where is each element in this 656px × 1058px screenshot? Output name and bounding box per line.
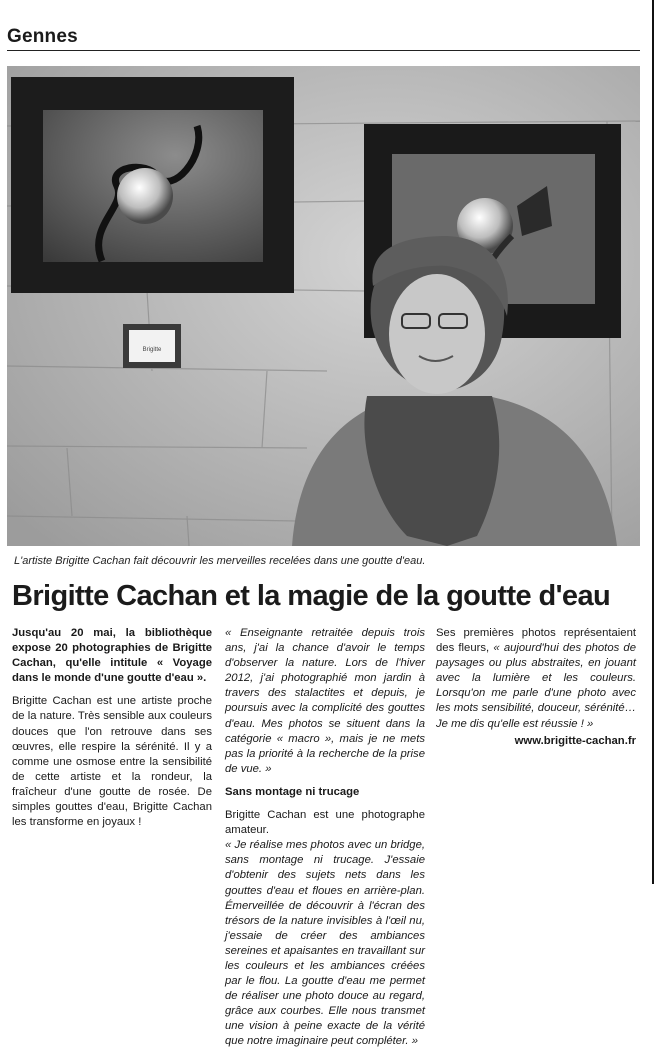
article-column-3: [436, 626, 636, 749]
article-photo: [7, 66, 640, 546]
article-text: Ses premières photos représentaient des fleurs,: [436, 627, 636, 655]
article-paragraph: Brigitte Cachan est une artiste proche de la nature. Très sensible aux couleurs douces que l'on retrouve dans ses œuvres, elle respire la sérénité. Il y a comme une osmose entre la sensibilité de cette artiste et la rondeur, la fraîcheur d'une goutte de rosée. De simples gouttes d'eau, Brigitte Cachan les transforme en joyaux !: [12, 695, 212, 829]
article-lead: Jusqu'au 20 mai, la bibliothèque expose 20 photographies de Brigitte Cachan, qu'elle intitule « Voyage dans le monde d'une goutte d'eau ».: [12, 627, 212, 685]
artwork-placard: [123, 324, 181, 368]
article-column-1: [12, 626, 212, 838]
svg-text:Brigitte: Brigitte: [142, 347, 162, 353]
article-paragraph: [436, 626, 636, 732]
page-edge: [652, 0, 654, 884]
artwork-frame-left: [11, 77, 294, 293]
article-quote: « Je réalise mes photos avec un bridge, sans montage ni trucage. J'essaie d'obtenir des sujets nets dans les gouttes d'eau et floues en arrière-plan. Émerveillée de découvrir à l'écran des trésors de la nature invisibles à l'œil nu, j'essaie de créer des ambiances sereines et apaisantes en travaillant sur les couleurs et les ambiances créées par le flou. La goutte d'eau me permet de réaliser une photo douce au regard, grâce aux courbes. Elle nous transmet une vision à peine exacte de la vérité que notre imaginaire peut compléter. »: [225, 839, 425, 1048]
article-headline: Brigitte Cachan et la magie de la goutte d'eau: [12, 580, 611, 612]
article-column-2: [225, 626, 425, 1058]
article-quote: « Enseignante retraitée depuis trois ans, j'ai la chance d'avoir le temps d'observer la nature. Lors de l'hiver 2012, j'ai photographié mon jardin à travers des stalactites et depuis, je poursuis avec la complicité des gouttes d'eau. Mes photos se situent dans la catégorie « macro », mais je ne mets pas la priorité à la recherche de la prise de vue. »: [225, 627, 425, 775]
article-subhead: Sans montage ni trucage: [225, 785, 360, 798]
header-rule: [7, 50, 640, 51]
article-paragraph: Brigitte Cachan est une photographe amateur.: [225, 809, 425, 837]
photo-caption: L'artiste Brigitte Cachan fait découvrir les merveilles recelées dans une goutte d'eau.: [14, 555, 426, 567]
artist-website-link[interactable]: www.brigitte-cachan.fr: [514, 734, 636, 747]
article-quote: « aujourd'hui des photos de paysages ou plus abstraites, en jouant avec la lumière et les couleurs. Lorsqu'on me parle d'une photo avec les mots sensibilité, douceur, sérénité… Je me dis qu'elle est réussie ! »: [436, 642, 636, 730]
section-title: Gennes: [7, 26, 78, 47]
